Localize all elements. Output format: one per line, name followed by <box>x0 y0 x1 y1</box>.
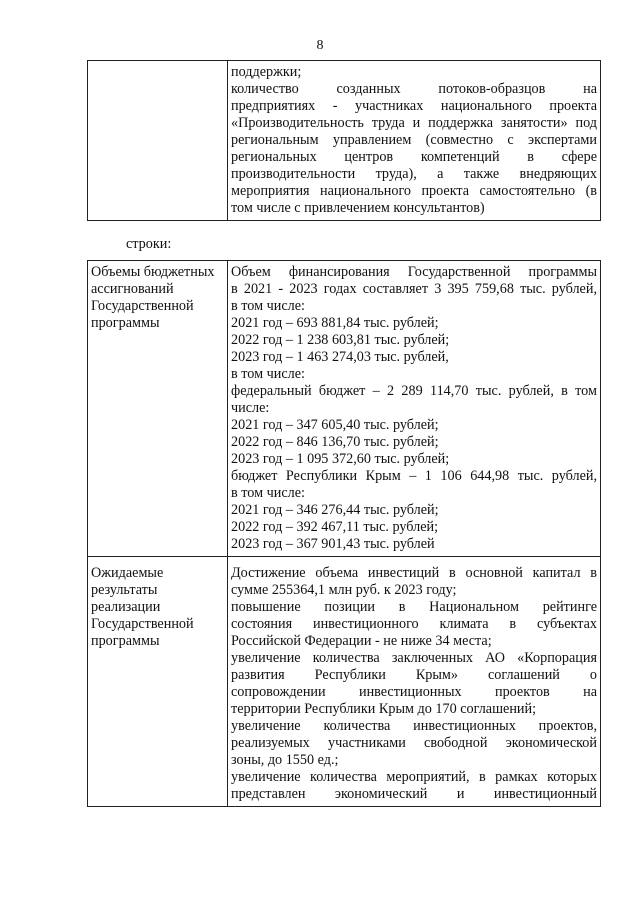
label-cell <box>88 557 228 807</box>
label-line: программы <box>91 315 160 331</box>
text-line: производительности труда), а также внедряющих <box>231 166 597 182</box>
text-line: реализуемых участниками свободной экономической <box>231 735 597 751</box>
label-line: Ожидаемые <box>91 565 164 581</box>
text-line: федеральный бюджет – 2 289 114,70 тыс. рублей, в том <box>231 383 597 399</box>
content-cell <box>228 261 601 557</box>
text-line: 2022 год – 1 238 603,81 тыс. рублей; <box>231 332 450 348</box>
text-line: увеличение количества заключенных АО «Корпорация <box>231 650 597 666</box>
table-row <box>88 61 601 221</box>
text-line: в том числе: <box>231 485 305 501</box>
label-line: программы <box>91 633 160 649</box>
label-cell <box>88 261 228 557</box>
table-row <box>88 557 601 807</box>
text-line: 2023 год – 367 901,43 тыс. рублей <box>231 536 435 552</box>
continuation-table <box>87 60 601 221</box>
label-cell <box>88 61 228 221</box>
page-number: 8 <box>316 38 324 53</box>
rows-caption: строки: <box>126 236 172 252</box>
content-cell <box>228 61 601 221</box>
text-line: «Производительность труда и поддержка занятости» под <box>231 115 597 131</box>
text-line: том числе с привлечением консультантов) <box>231 200 485 216</box>
text-line: в том числе: <box>231 298 305 314</box>
text-line: бюджет Республики Крым – 1 106 644,98 тыс. рублей, <box>231 468 597 484</box>
text-line: 2021 год – 346 276,44 тыс. рублей; <box>231 502 439 518</box>
label-line: Государственной <box>91 616 194 632</box>
label-line: реализации <box>91 599 161 615</box>
text-line: 2023 год – 1 095 372,60 тыс. рублей; <box>231 451 450 467</box>
label-line: результаты <box>91 582 158 598</box>
text-line: 2022 год – 392 467,11 тыс. рублей; <box>231 519 439 535</box>
label-line: ассигнований <box>91 281 174 297</box>
program-table <box>87 260 601 807</box>
text-line: Российской Федерации - не ниже 34 места; <box>231 633 492 649</box>
text-line: 2021 год – 347 605,40 тыс. рублей; <box>231 417 439 433</box>
text-line: сопровождении инвестиционных проектов на <box>231 684 597 700</box>
text-line: представлен экономический и инвестиционный <box>231 786 597 802</box>
text-line: поддержки; <box>231 64 302 80</box>
text-line: 2023 год – 1 463 274,03 тыс. рублей, <box>231 349 449 365</box>
text-line: в 2021 - 2023 годах составляет 3 395 759,68 тыс. рублей, <box>231 281 597 297</box>
label-line: Государственной <box>91 298 194 314</box>
text-line: 2022 год – 846 136,70 тыс. рублей; <box>231 434 439 450</box>
text-line: увеличение количества инвестиционных проектов, <box>231 718 597 734</box>
text-line: повышение позиции в Национальном рейтинге <box>231 599 597 615</box>
text-line: сумме 255364,1 млн руб. к 2023 году; <box>231 582 457 598</box>
text-line: 2021 год – 693 881,84 тыс. рублей; <box>231 315 439 331</box>
text-line: в том числе: <box>231 366 305 382</box>
text-line: мероприятия национального проекта самостоятельно (в <box>231 183 597 199</box>
text-line: Достижение объема инвестиций в основной капитал в <box>231 565 597 581</box>
text-line: региональных центров компетенций в сфере <box>231 149 597 165</box>
text-line: количество созданных потоков-образцов на <box>231 81 597 97</box>
content-cell <box>228 557 601 807</box>
text-line: увеличение количества мероприятий, в рамках которых <box>231 769 597 785</box>
text-line: зоны, до 1550 ед.; <box>231 752 339 768</box>
text-line: территории Республики Крым до 170 соглашений; <box>231 701 537 717</box>
text-line: региональным управлением (совместно с экспертами <box>231 132 597 148</box>
text-line: предприятиях - участниках национального проекта <box>231 98 597 114</box>
text-line: Объем финансирования Государственной программы <box>231 264 597 280</box>
text-line: развития Республики Крым» соглашений о <box>231 667 597 683</box>
table-row <box>88 261 601 557</box>
text-line: состояния инвестиционного климата в субъектах <box>231 616 597 632</box>
label-line: Объемы бюджетных <box>91 264 215 280</box>
text-line: числе: <box>231 400 270 416</box>
